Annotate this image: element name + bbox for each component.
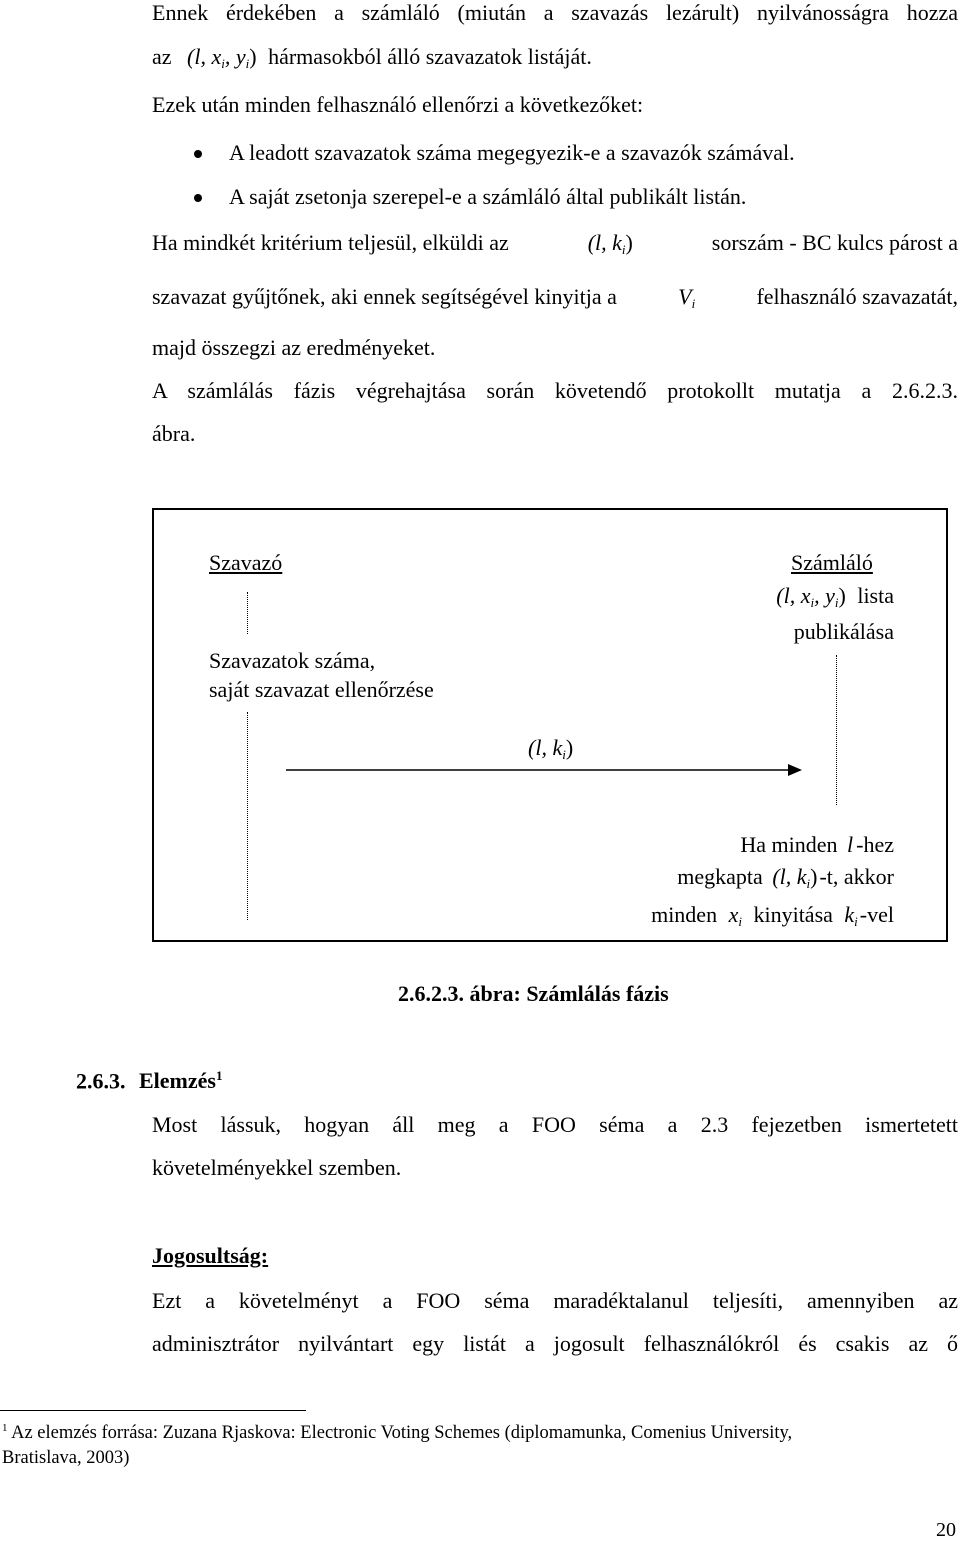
left-lifeline-top (247, 592, 248, 634)
section-paragraph-line-1: Most lássuk, hogyan áll meg a FOO séma a 2.3 fejezetben ismertetett (152, 1112, 958, 1137)
subscript: i (854, 914, 858, 929)
formula-part: ) (249, 44, 257, 69)
variable (729, 902, 742, 927)
formula-part: (l, x (776, 583, 811, 608)
left-lifeline-bottom (247, 712, 248, 920)
subscript: i (221, 56, 225, 71)
formula-part: ) (565, 735, 574, 760)
variable: l (847, 832, 854, 857)
paragraph-1-line-1: Ennek érdekében a számláló (miután a szavazás lezárult) nyilvánosságra hozza (152, 0, 958, 25)
formula (187, 44, 257, 69)
section-title: Elemzés (139, 1068, 216, 1094)
paragraph-4-line-1: A számlálás fázis végrehajtása során követendő protokollt mutatja a 2.6.2.3. (152, 378, 958, 403)
bullet-item-2: A saját zsetonja szerepel-e a számláló által publikált listán. (229, 184, 747, 209)
arrow-label (528, 735, 573, 763)
figure-left-note-line-2: saját szavazat ellenőrzése (209, 677, 434, 702)
text: -vel (859, 902, 894, 927)
page-number: 20 (936, 1519, 956, 1541)
subscript: i (562, 747, 566, 762)
text: Ha minden (740, 832, 838, 857)
paragraph-4-line-2: ábra. (152, 421, 196, 446)
text: hármasokból álló szavazatok listáját. (268, 44, 592, 69)
formula (528, 735, 573, 760)
paragraph-1-line-2 (152, 44, 592, 72)
formula-part: , y (224, 44, 246, 69)
formula-part: ) (625, 230, 633, 255)
formula-part: ) (810, 864, 818, 889)
subsection-line-1: Ezt a követelményt a FOO séma maradéktalanul teljesíti, amennyiben az (152, 1288, 958, 1313)
variable (678, 284, 695, 312)
text: megkapta (677, 864, 763, 889)
right-lifeline (836, 655, 837, 805)
text: az (152, 44, 172, 69)
paragraph-2: Ezek után minden felhasználó ellenőrzi a következőket: (152, 92, 644, 117)
figure-right-title: Számláló (791, 550, 873, 575)
formula-part: , y (814, 583, 835, 608)
text: minden (651, 902, 718, 927)
figure-bottom-line-2 (677, 864, 894, 892)
figure-left-note-line-1: Szavazatok száma, (209, 648, 376, 673)
footnote-mark: 1 (2, 1422, 8, 1434)
text: sorszám - BC kulcs párost a (711, 230, 958, 255)
text: kinyitása (753, 902, 833, 927)
figure-bottom-line-3 (651, 902, 894, 930)
text: felhasználó szavazatát, (756, 284, 958, 309)
formula (588, 230, 633, 258)
formula-part: ) (838, 583, 846, 608)
formula-part: (l, k (528, 735, 563, 760)
section-paragraph-line-2: követelményekkel szemben. (152, 1155, 402, 1180)
bullet-item-1: A leadott szavazatok száma megegyezik-e a szavazók számával. (229, 140, 795, 165)
subsection-line-2: adminisztrátor nyilvántart egy listát a jogosult felhasználókról és csakis az ő (152, 1331, 958, 1356)
formula-part: (l, k (587, 230, 622, 255)
text: lista (857, 583, 894, 608)
footnote-line-2: Bratislava, 2003) (2, 1448, 130, 1468)
subscript: i (810, 595, 815, 610)
formula-part: (l, k (772, 864, 807, 889)
subscript: i (738, 914, 742, 929)
footnote-separator (0, 1410, 306, 1411)
figure-left-title: Szavazó (209, 550, 283, 575)
subscript: i (834, 595, 839, 610)
subscript: i (806, 876, 811, 891)
bullet-dot-icon (194, 194, 202, 202)
subscript: i (245, 56, 250, 71)
paragraph-3-line-1 (152, 230, 958, 258)
bullet-dot-icon (194, 150, 202, 158)
figure-caption: 2.6.2.3. ábra: Számlálás fázis (398, 981, 669, 1006)
text: szavazat gyűjtőnek, aki ennek segítségével kinyitja a (152, 284, 617, 309)
variable-part: k (844, 902, 855, 927)
subscript: i (691, 296, 696, 311)
paragraph-3-line-2 (152, 284, 958, 312)
figure-bottom-line-1 (740, 832, 894, 858)
text: -hez (856, 832, 894, 857)
variable-part: x (728, 902, 739, 927)
footnote-line-1 (2, 1422, 792, 1444)
formula-part: (l, x (187, 44, 222, 69)
subsection-title: Jogosultság: (152, 1243, 269, 1268)
footnote-ref: 1 (215, 1068, 223, 1083)
section-number: 2.6.3. (76, 1068, 126, 1094)
message-arrow (284, 760, 804, 780)
text: Ha mindkét kritérium teljesül, elküldi az (152, 230, 509, 255)
formula (772, 864, 817, 889)
variable-part: V (678, 284, 692, 309)
variable (844, 902, 857, 927)
figure-right-formula (776, 583, 894, 611)
figure-right-line-2: publikálása (793, 619, 894, 644)
footnote-text: Az elemzés forrása: Zuzana Rjaskova: Electronic Voting Schemes (diplomamunka, Comenius University, (7, 1423, 793, 1444)
formula (776, 583, 846, 608)
section-heading (76, 1068, 222, 1094)
paragraph-3-line-3: majd összegzi az eredményeket. (152, 335, 436, 360)
subscript: i (621, 242, 626, 257)
text: -t, akkor (819, 864, 894, 889)
